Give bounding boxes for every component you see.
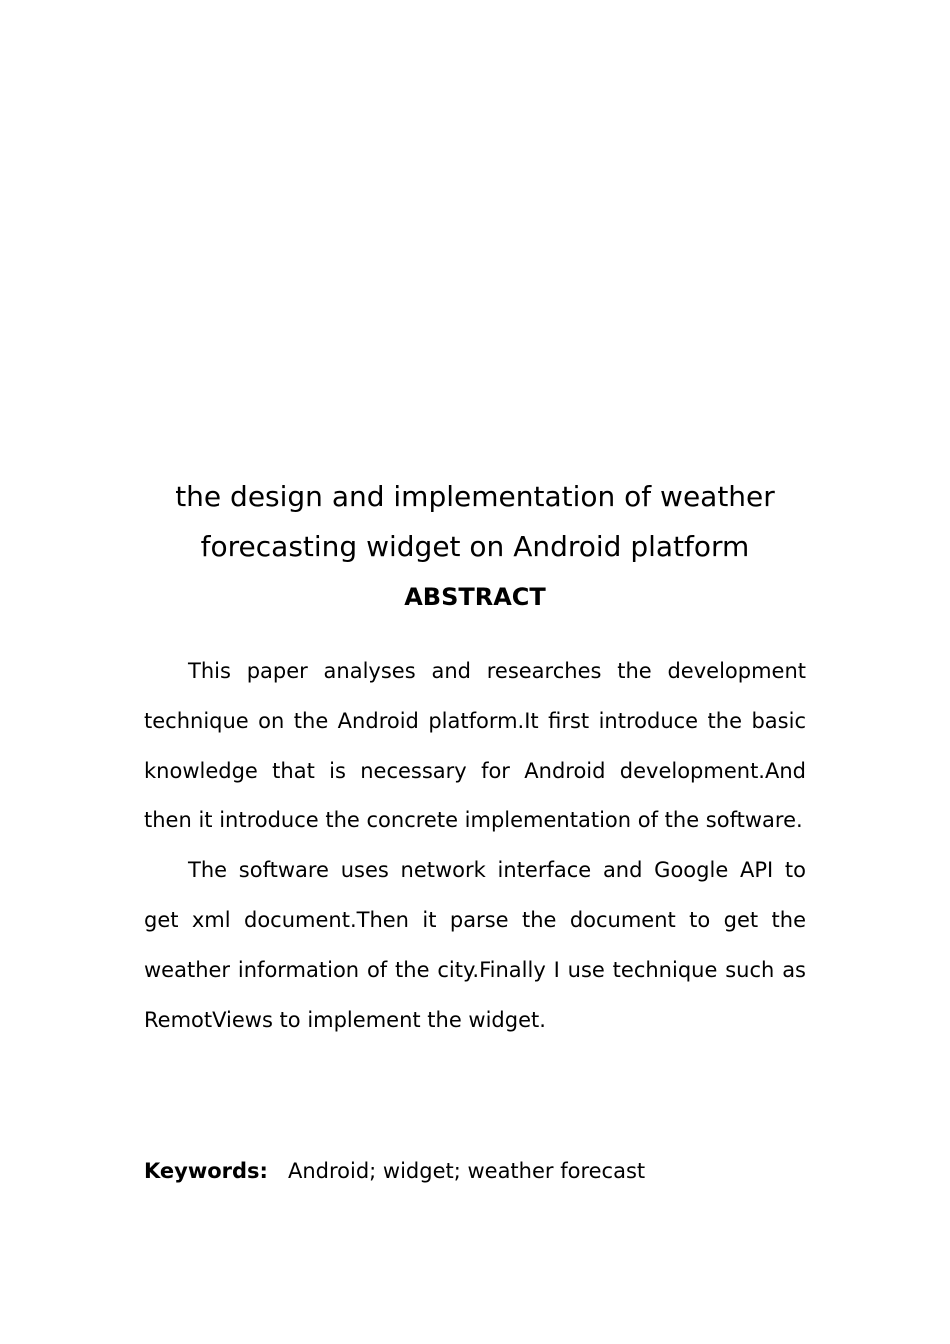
abstract-body: [144, 647, 806, 1045]
abstract-paragraph-2: The software uses network interface and Google API to get xml document.Then it parse the document to get the weather information of the city.Finally I use technique such as RemotViews to implement the widget.: [144, 858, 806, 1032]
paper-title: [144, 472, 806, 572]
paper-title-line-2: forecasting widget on Android platform: [200, 530, 750, 563]
abstract-paragraph-1: This paper analyses and researches the development technique on the Android platform.It first introduce the basic knowledge that is necessary for Android development.And then it introduce the concrete implementation of the software.: [144, 659, 806, 833]
keywords-value: Android; widget; weather forecast: [287, 1159, 646, 1183]
paper-title-line-1: the design and implementation of weather: [175, 480, 775, 513]
keywords-line: [144, 1146, 806, 1196]
keywords-label: Keywords:: [144, 1159, 268, 1183]
abstract-heading: ABSTRACT: [404, 583, 546, 611]
